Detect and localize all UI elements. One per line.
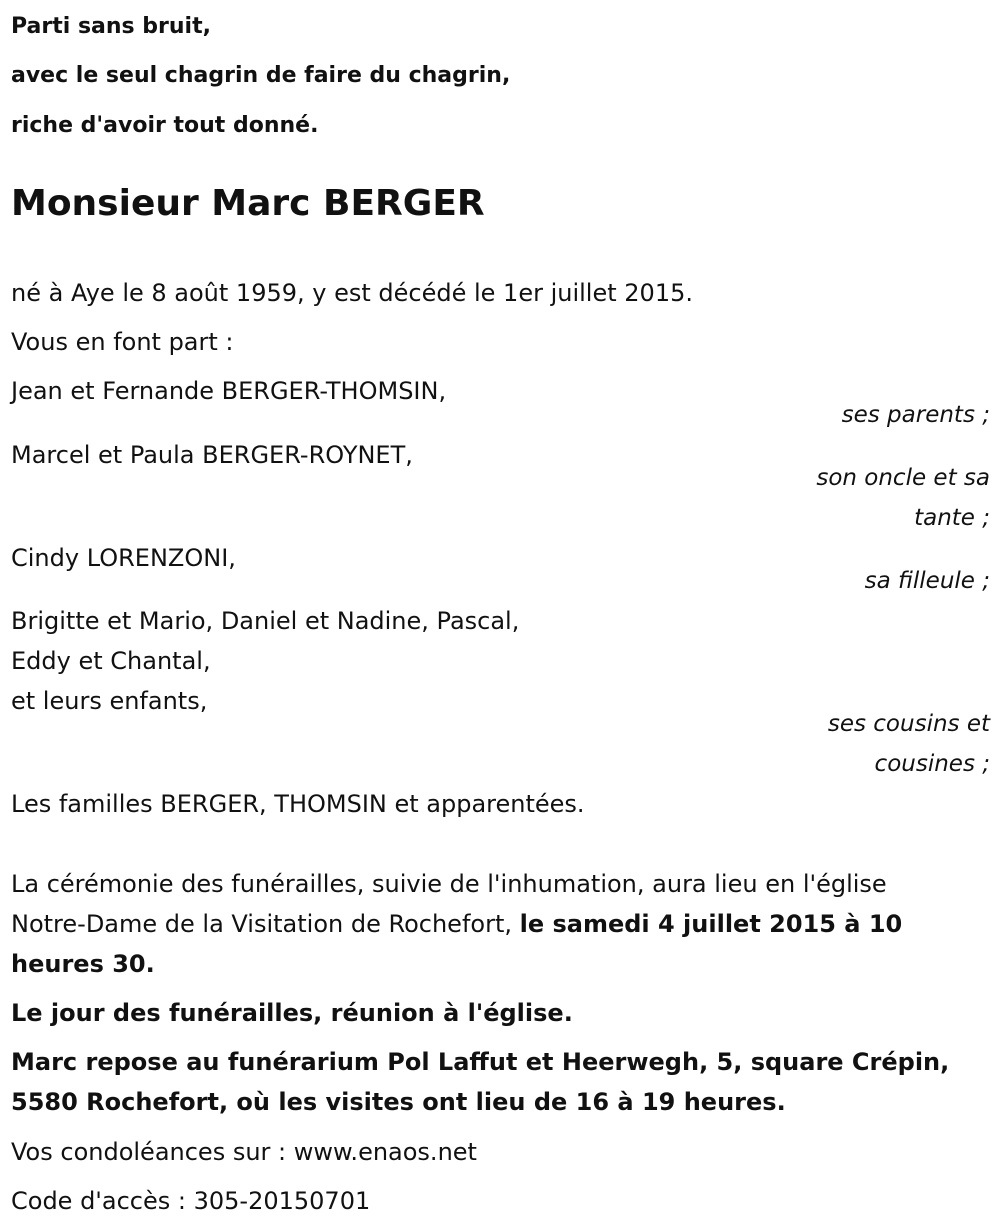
poem-line-3: riche d'avoir tout donné.: [11, 113, 319, 138]
parents-relation: ses parents ;: [841, 402, 990, 428]
meeting-line: Le jour des funérailles, réunion à l'église.: [11, 999, 573, 1027]
cousins-line-2: Eddy et Chantal,: [11, 647, 211, 675]
cousins-line-3: et leurs enfants,: [11, 687, 208, 715]
ceremony-line-1: La cérémonie des funérailles, suivie de l'inhumation, aura lieu en l'église: [11, 870, 887, 898]
intro-line: Vous en font part :: [11, 328, 234, 356]
ceremony-date: le samedi 4 juillet 2015 à 10: [519, 910, 903, 938]
cousins-relation-line-2: cousines ;: [874, 751, 990, 777]
deceased-name: Monsieur Marc BERGER: [11, 183, 485, 224]
birth-death-line: né à Aye le 8 août 1959, y est décédé le 1er juillet 2015.: [11, 279, 693, 307]
poem-line-1: Parti sans bruit,: [11, 14, 211, 39]
rest-line-2: 5580 Rochefort, où les visites ont lieu de 16 à 19 heures.: [11, 1088, 786, 1116]
goddaughter-relation: sa filleule ;: [864, 568, 990, 594]
ceremony-line-2: [11, 909, 902, 939]
ceremony-time: heures 30.: [11, 950, 155, 978]
ceremony-location: Notre-Dame de la Visitation de Rochefort,: [11, 910, 520, 938]
goddaughter-names: Cindy LORENZONI,: [11, 544, 236, 572]
rest-line-1: Marc repose au funérarium Pol Laffut et Heerwegh, 5, square Crépin,: [11, 1048, 950, 1076]
families-line: Les familles BERGER, THOMSIN et apparentées.: [11, 790, 585, 818]
access-code-line: Code d'accès : 305-20150701: [11, 1187, 371, 1215]
cousins-line-1: Brigitte et Mario, Daniel et Nadine, Pascal,: [11, 607, 520, 635]
condolences-line: Vos condoléances sur : www.enaos.net: [11, 1138, 477, 1166]
uncle-names: Marcel et Paula BERGER-ROYNET,: [11, 441, 413, 469]
uncle-relation-line-1: son oncle et sa: [816, 465, 990, 491]
poem-line-2: avec le seul chagrin de faire du chagrin,: [11, 63, 511, 88]
uncle-relation-line-2: tante ;: [914, 505, 990, 531]
cousins-relation-line-1: ses cousins et: [827, 711, 990, 737]
parents-names: Jean et Fernande BERGER-THOMSIN,: [11, 377, 447, 405]
